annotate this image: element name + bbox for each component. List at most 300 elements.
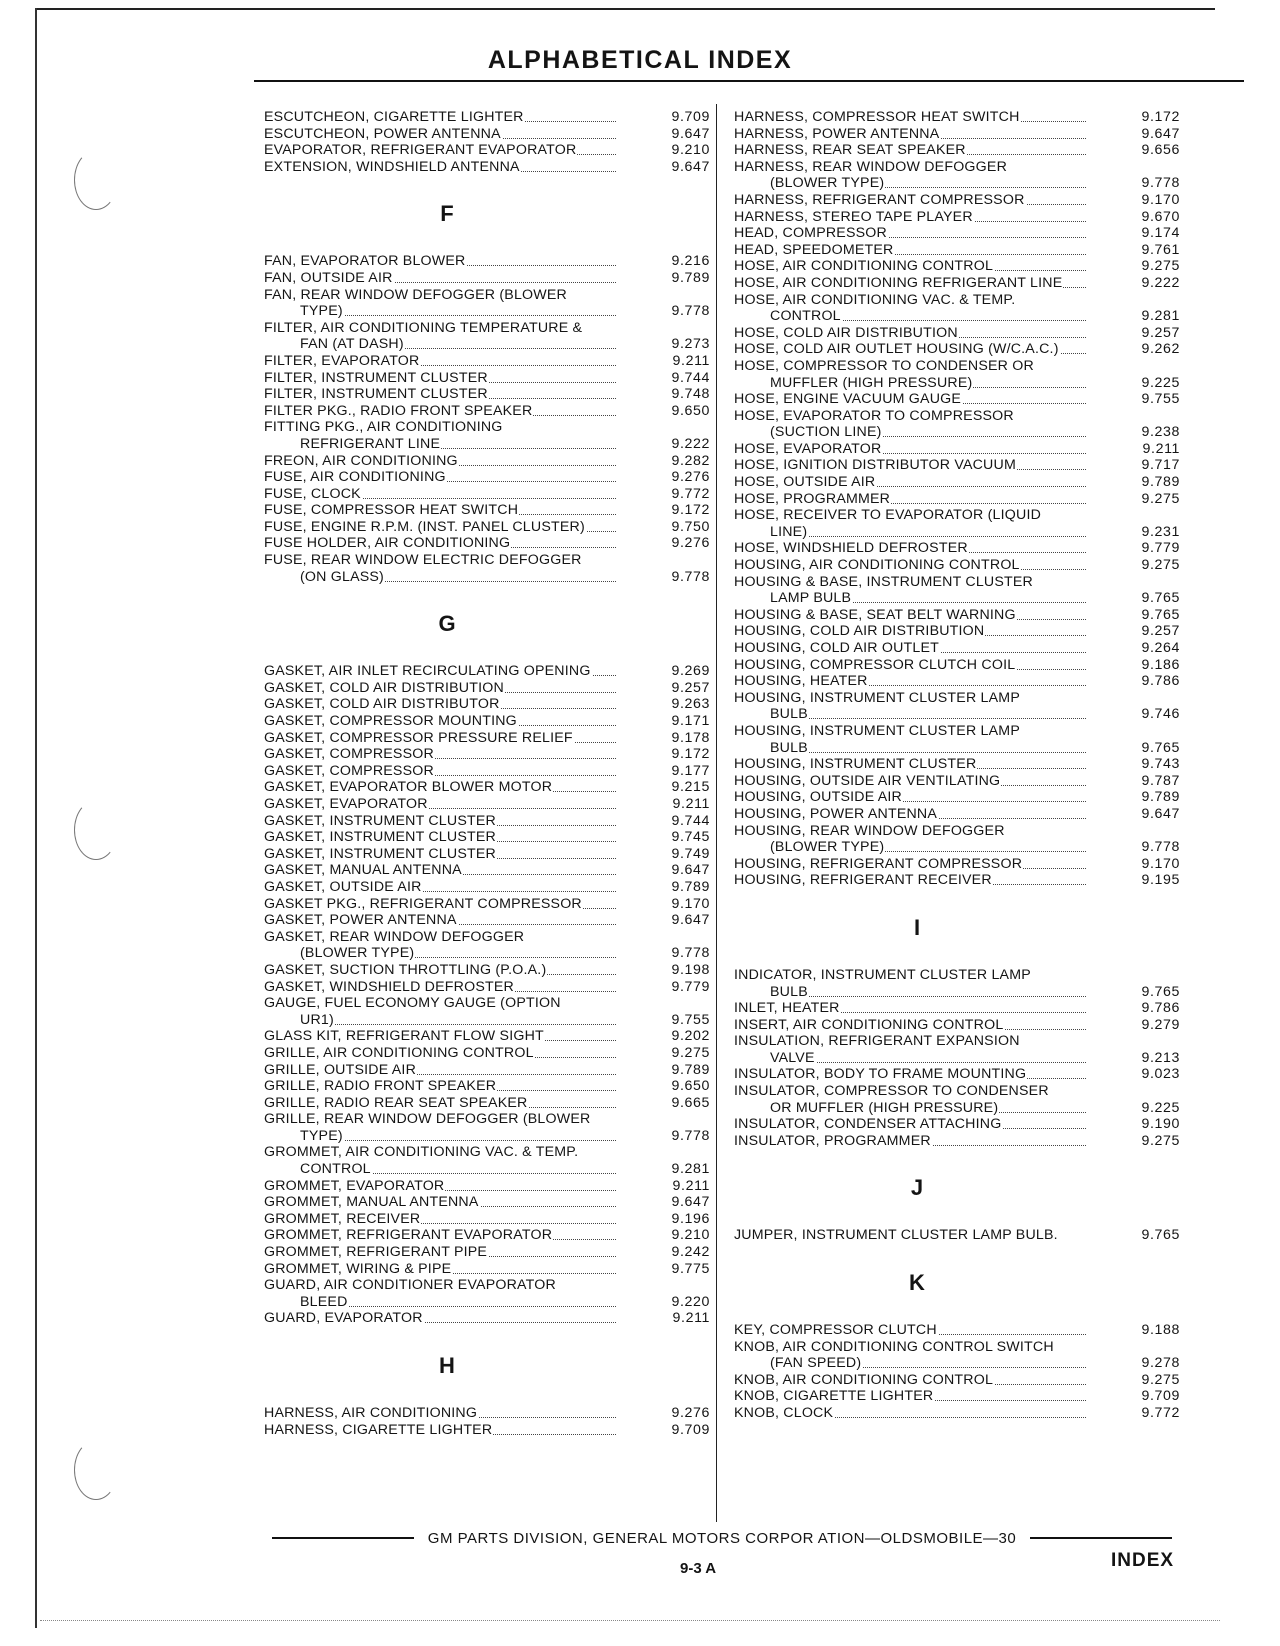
entry-page-ref: 9.171 [671, 713, 710, 730]
entry-page-ref: 9.222 [1141, 274, 1180, 291]
entry-page-ref: 9.772 [1141, 1405, 1180, 1421]
entry-text: FILTER, INSTRUMENT CLUSTER [264, 369, 488, 386]
entry-label [264, 1227, 616, 1244]
entry-page-ref: 9.647 [1141, 125, 1180, 142]
entry-page-ref: 9.177 [671, 762, 710, 779]
entry-label [734, 192, 1086, 209]
entry-page-ref: 9.211 [672, 1177, 710, 1194]
entry-label [264, 713, 616, 730]
entry-text: HOUSING, INSTRUMENT CLUSTER LAMP [734, 689, 1020, 706]
entry-text: HOSE, COLD AIR DISTRIBUTION [734, 324, 958, 341]
entry-label [264, 486, 616, 503]
entry-text: GASKET, INSTRUMENT CLUSTER [264, 812, 496, 829]
entry-page-ref: 9.225 [1141, 374, 1180, 391]
page-number: 9-3 A [680, 1560, 717, 1577]
entry-label [770, 524, 1086, 541]
entry-page-ref: 9.647 [1141, 805, 1180, 822]
index-entry-continuation [734, 740, 1180, 757]
index-entry-continuation [734, 706, 1180, 723]
entry-page-ref: 9.281 [1141, 308, 1180, 325]
entry-text: TYPE) [300, 303, 343, 320]
index-entry [264, 253, 710, 270]
entry-text: FUSE, ENGINE R.P.M. (INST. PANEL CLUSTER) [264, 518, 585, 535]
entry-text: KNOB, AIR CONDITIONING CONTROL SWITCH [734, 1338, 1054, 1355]
entry-text: GASKET, COLD AIR DISTRIBUTION [264, 679, 504, 696]
entry-label [264, 270, 616, 287]
entry-page-ref: 9.211 [672, 352, 710, 369]
entry-page-ref: 9.717 [1141, 457, 1180, 474]
entry-label [264, 1211, 616, 1228]
entry-label [770, 590, 1086, 607]
index-entry [264, 1045, 710, 1062]
entry-label [734, 623, 1086, 640]
entry-label [734, 557, 1086, 574]
entry-page-ref: 9.220 [671, 1293, 710, 1310]
entry-text: HOSE, COLD AIR OUTLET HOUSING (W/C.A.C.) [734, 341, 1059, 358]
entry-label [264, 1028, 616, 1045]
index-entry [734, 1388, 1180, 1405]
index-entry [734, 1339, 1180, 1356]
entry-label [734, 823, 1086, 840]
entry-label [264, 879, 616, 896]
entry-text: HOUSING, OUTSIDE AIR [734, 789, 902, 806]
entry-text: TYPE) [300, 1127, 343, 1144]
entry-page-ref: 9.772 [671, 485, 710, 502]
entry-page-ref: 9.765 [1141, 606, 1180, 623]
entry-text: HOUSING, INSTRUMENT CLUSTER LAMP [734, 722, 1020, 739]
entry-page-ref: 9.670 [1141, 208, 1180, 225]
entry-label [264, 502, 616, 519]
entry-text: HOUSING, REAR WINDOW DEFOGGER [734, 822, 1005, 839]
entry-label [770, 740, 1086, 757]
entry-label [264, 370, 616, 387]
index-entry [734, 856, 1180, 873]
entry-label [734, 142, 1086, 159]
entry-text: GASKET, COLD AIR DISTRIBUTOR [264, 696, 500, 713]
entry-label [734, 1116, 1086, 1133]
index-entry [734, 292, 1180, 309]
entry-label [264, 253, 616, 270]
entry-label [264, 453, 616, 470]
entry-text: HOSE, PROGRAMMER [734, 490, 891, 507]
index-entry [264, 1178, 710, 1195]
index-entry [734, 242, 1180, 259]
entry-label [264, 519, 616, 536]
title-rule [254, 80, 1244, 82]
entry-text: GRILLE, RADIO FRONT SPEAKER [264, 1078, 497, 1095]
entry-page-ref: 9.745 [671, 829, 710, 846]
entry-label [770, 1050, 1086, 1067]
index-entry [264, 1261, 710, 1278]
entry-label [264, 142, 616, 159]
entry-label [734, 806, 1086, 823]
index-entry [734, 872, 1180, 889]
entry-text: BULB [770, 739, 808, 756]
entry-label [734, 325, 1086, 342]
index-entry [734, 341, 1180, 358]
entry-text: HOSE, OUTSIDE AIR [734, 474, 876, 491]
index-entry [734, 457, 1180, 474]
entry-text: HOUSING, HEATER [734, 673, 868, 690]
entry-label [300, 436, 616, 453]
entry-text: GUARD, EVAPORATOR [264, 1310, 423, 1327]
index-entry [264, 1277, 710, 1294]
footer-rule-left [272, 1537, 414, 1539]
entry-text: GASKET, OUTSIDE AIR [264, 878, 422, 895]
entry-text: GASKET, COMPRESSOR [264, 762, 434, 779]
index-entry [734, 408, 1180, 425]
entry-text: ESCUTCHEON, CIGARETTE LIGHTER [264, 109, 524, 125]
entry-page-ref: 9.744 [671, 369, 710, 386]
entry-text: GRILLE, REAR WINDOW DEFOGGER (BLOWER [264, 1111, 591, 1128]
index-entry [264, 1194, 710, 1211]
entry-label [734, 109, 1086, 126]
index-entry [734, 657, 1180, 674]
index-entry [264, 779, 710, 796]
entry-page-ref: 9.210 [671, 142, 710, 159]
entry-page-ref: 9.778 [671, 1127, 710, 1144]
entry-text: GASKET, COMPRESSOR MOUNTING [264, 713, 517, 730]
entry-page-ref: 9.746 [1141, 706, 1180, 723]
index-entry [264, 519, 710, 536]
entry-label [264, 1244, 616, 1261]
entry-label [734, 1133, 1086, 1150]
index-entry [734, 557, 1180, 574]
entry-page-ref: 9.744 [671, 812, 710, 829]
entry-text: OR MUFFLER (HIGH PRESSURE) [770, 1099, 999, 1116]
entry-label [734, 457, 1086, 474]
entry-page-ref: 9.775 [671, 1260, 710, 1277]
entry-text: INDICATOR, INSTRUMENT CLUSTER LAMP [734, 966, 1031, 983]
index-entry [734, 723, 1180, 740]
index-entry [264, 813, 710, 830]
index-entry [734, 391, 1180, 408]
entry-label [734, 967, 1086, 984]
entry-page-ref: 9.170 [1141, 191, 1180, 208]
entry-label [300, 1012, 616, 1029]
entry-label [734, 474, 1086, 491]
entry-label [734, 126, 1086, 143]
entry-page-ref: 9.172 [671, 502, 710, 519]
entry-page-ref: 9.779 [1141, 540, 1180, 557]
entry-text: (BLOWER TYPE) [300, 945, 415, 962]
index-entry [264, 796, 710, 813]
index-entry [264, 1062, 710, 1079]
index-entry-continuation [264, 303, 710, 320]
entry-page-ref: 9.647 [671, 1194, 710, 1211]
entry-text: INSULATOR, CONDENSER ATTACHING [734, 1116, 1002, 1133]
entry-text: INLET, HEATER [734, 1000, 840, 1017]
entry-label [264, 552, 616, 569]
index-entry [264, 419, 710, 436]
entry-text: HOSE, RECEIVER TO EVAPORATOR (LIQUID [734, 507, 1042, 524]
entry-text: HARNESS, REFRIGERANT COMPRESSOR [734, 191, 1025, 208]
entry-page-ref: 9.222 [671, 435, 710, 452]
entry-label [300, 945, 616, 962]
entry-text: (FAN SPEED) [770, 1355, 862, 1372]
index-entry [734, 574, 1180, 591]
index-entry-continuation [734, 839, 1180, 856]
index-entry-continuation [264, 1128, 710, 1145]
index-entry [734, 1066, 1180, 1083]
entry-page-ref: 9.170 [1141, 855, 1180, 872]
index-entry [264, 353, 710, 370]
entry-page-ref: 9.778 [1141, 175, 1180, 192]
entry-text: GASKET, INSTRUMENT CLUSTER [264, 845, 496, 862]
index-entry [734, 623, 1180, 640]
entry-page-ref: 9.195 [1141, 872, 1180, 889]
index-entry [264, 846, 710, 863]
index-entry [264, 453, 710, 470]
entry-text: BLEED [300, 1293, 348, 1310]
entry-label [770, 175, 1086, 192]
section-letter-heading: G [438, 611, 456, 637]
entry-text: GASKET, COMPRESSOR [264, 746, 434, 763]
entry-text: INSULATOR, PROGRAMMER [734, 1132, 931, 1149]
index-entry [734, 1033, 1180, 1050]
entry-text: HOUSING, COMPRESSOR CLUTCH COIL [734, 656, 1016, 673]
entry-text: FILTER, INSTRUMENT CLUSTER [264, 386, 488, 403]
entry-text: GROMMET, WIRING & PIPE [264, 1260, 452, 1277]
entry-label [264, 962, 616, 979]
index-entry-continuation [734, 424, 1180, 441]
entry-text: FUSE, COMPRESSOR HEAT SWITCH [264, 502, 519, 519]
entry-page-ref: 9.213 [1141, 1049, 1180, 1066]
entry-text: HARNESS, AIR CONDITIONING [264, 1405, 478, 1421]
entry-page-ref: 9.786 [1141, 1000, 1180, 1017]
entry-label [734, 159, 1086, 176]
entry-text: KNOB, AIR CONDITIONING CONTROL [734, 1371, 994, 1388]
entry-label [264, 1095, 616, 1112]
entry-text: GASKET, COMPRESSOR PRESSURE RELIEF [264, 729, 573, 746]
index-entry-continuation [734, 1100, 1180, 1117]
index-column-right [734, 109, 1180, 1422]
entry-label [734, 1033, 1086, 1050]
entry-page-ref: 9.174 [1141, 225, 1180, 242]
entry-page-ref: 9.216 [671, 253, 710, 270]
index-entry [264, 1405, 710, 1422]
index-entry [264, 502, 710, 519]
index-entry [264, 763, 710, 780]
entry-label [734, 690, 1086, 707]
entry-label [264, 829, 616, 846]
entry-page-ref: 9.278 [1141, 1355, 1180, 1372]
entry-page-ref: 9.647 [671, 158, 710, 175]
entry-text: LAMP BULB [770, 590, 852, 607]
index-entry-continuation [264, 1161, 710, 1178]
index-entry [734, 1116, 1180, 1133]
entry-label [734, 673, 1086, 690]
entry-page-ref: 9.172 [671, 746, 710, 763]
entry-text: ESCUTCHEON, POWER ANTENNA [264, 125, 501, 142]
entry-page-ref: 9.238 [1141, 424, 1180, 441]
index-entry [734, 823, 1180, 840]
entry-page-ref: 9.789 [671, 269, 710, 286]
entry-text: FILTER, AIR CONDITIONING TEMPERATURE & [264, 319, 583, 336]
entry-page-ref: 9.765 [1141, 590, 1180, 607]
index-entry [264, 1310, 710, 1327]
index-entry [264, 486, 710, 503]
entry-label [734, 491, 1086, 508]
entry-label [734, 275, 1086, 292]
entry-page-ref: 9.743 [1141, 756, 1180, 773]
entry-text: INSERT, AIR CONDITIONING CONTROL [734, 1016, 1004, 1033]
entry-text: CONTROL [300, 1161, 371, 1178]
index-entry [264, 1422, 710, 1439]
entry-page-ref: 9.765 [1141, 1227, 1180, 1244]
entry-label [264, 403, 616, 420]
entry-label [264, 796, 616, 813]
entry-label [770, 984, 1086, 1001]
entry-text: HOUSING & BASE, INSTRUMENT CLUSTER [734, 573, 1034, 590]
entry-label [264, 730, 616, 747]
entry-page-ref: 9.275 [1141, 258, 1180, 275]
entry-label [734, 358, 1086, 375]
index-entry [264, 109, 710, 126]
entry-label [734, 292, 1086, 309]
entry-label [734, 391, 1086, 408]
entry-text: GROMMET, RECEIVER [264, 1210, 421, 1227]
entry-text: EVAPORATOR, REFRIGERANT EVAPORATOR [264, 142, 577, 159]
entry-text: GASKET PKG., REFRIGERANT COMPRESSOR [264, 895, 582, 912]
entry-page-ref: 9.709 [671, 109, 710, 125]
entry-text: HARNESS, STEREO TAPE PLAYER [734, 208, 973, 225]
entry-page-ref: 9.198 [671, 961, 710, 978]
entry-page-ref: 9.276 [671, 1405, 710, 1421]
entry-text: GASKET, WINDSHIELD DEFROSTER [264, 978, 514, 995]
index-entry [264, 1111, 710, 1128]
entry-text: FILTER PKG., RADIO FRONT SPEAKER [264, 402, 533, 419]
index-entry-continuation [734, 375, 1180, 392]
entry-page-ref: 9.269 [671, 663, 710, 680]
entry-label [264, 979, 616, 996]
entry-text: FUSE, REAR WINDOW ELECTRIC DEFOGGER [264, 552, 582, 569]
entry-text: HOUSING, COLD AIR OUTLET [734, 640, 940, 656]
entry-page-ref: 9.789 [1141, 474, 1180, 491]
entry-text: GASKET, AIR INLET RECIRCULATING OPENING [264, 663, 591, 680]
index-entry [734, 540, 1180, 557]
entry-label [734, 1083, 1086, 1100]
entry-page-ref: 9.196 [671, 1210, 710, 1227]
index-entry [734, 773, 1180, 790]
index-entry [734, 967, 1180, 984]
entry-label [264, 680, 616, 697]
index-entry-continuation [734, 590, 1180, 607]
entry-page-ref: 9.789 [1141, 789, 1180, 806]
index-entry [264, 403, 710, 420]
entry-text: HARNESS, CIGARETTE LIGHTER [264, 1421, 493, 1438]
entry-text: GASKET, EVAPORATOR BLOWER MOTOR [264, 779, 553, 796]
section-label: INDEX [1111, 1550, 1175, 1571]
index-entry [734, 258, 1180, 275]
index-entry [734, 1133, 1180, 1150]
entry-text: HOSE, EVAPORATOR [734, 440, 882, 457]
entry-text: FILTER, EVAPORATOR [264, 352, 420, 369]
entry-page-ref: 9.211 [1142, 440, 1180, 457]
entry-label [734, 1322, 1086, 1339]
index-entry-continuation [264, 945, 710, 962]
index-entry [264, 1078, 710, 1095]
entry-page-ref: 9.211 [672, 796, 710, 812]
index-entry-continuation [734, 308, 1180, 325]
entry-page-ref: 9.231 [1141, 523, 1180, 540]
index-entry [734, 126, 1180, 143]
entry-text: GLASS KIT, REFRIGERANT FLOW SIGHT [264, 1028, 544, 1045]
entry-text: GASKET, MANUAL ANTENNA [264, 862, 462, 879]
entry-text: GROMMET, MANUAL ANTENNA [264, 1194, 479, 1211]
index-entry-continuation [734, 1355, 1180, 1372]
entry-label [734, 856, 1086, 873]
entry-label [734, 723, 1086, 740]
entry-page-ref: 9.282 [671, 452, 710, 469]
entry-label [264, 535, 616, 552]
section-letter-heading: F [440, 201, 454, 227]
punch-hole-mark [74, 800, 118, 860]
entry-text: HOSE, AIR CONDITIONING CONTROL [734, 258, 994, 275]
entry-text: INSULATION, REFRIGERANT EXPANSION [734, 1033, 1020, 1050]
entry-label [734, 225, 1086, 242]
entry-label [770, 308, 1086, 325]
entry-label [300, 1161, 616, 1178]
index-entry [734, 225, 1180, 242]
entry-label [264, 419, 616, 436]
entry-label [770, 839, 1086, 856]
index-entry [734, 1227, 1180, 1244]
entry-text: EXTENSION, WINDSHIELD ANTENNA [264, 158, 520, 175]
entry-text: HARNESS, COMPRESSOR HEAT SWITCH [734, 109, 1020, 125]
index-entry [264, 370, 710, 387]
entry-label [300, 1294, 616, 1311]
entry-page-ref: 9.779 [671, 978, 710, 995]
entry-text: GASKET, POWER ANTENNA [264, 912, 457, 929]
section-letter-heading: J [910, 1175, 924, 1201]
entry-label [770, 1100, 1086, 1117]
entry-page-ref: 9.275 [671, 1044, 710, 1061]
entry-text: HOUSING, POWER ANTENNA [734, 805, 938, 822]
entry-text: GRILLE, AIR CONDITIONING CONTROL [264, 1044, 534, 1061]
index-entry [264, 1095, 710, 1112]
entry-page-ref: 9.186 [1141, 656, 1180, 673]
index-entry [734, 789, 1180, 806]
entry-text: GAUGE, FUEL ECONOMY GAUGE (OPTION [264, 995, 561, 1012]
entry-page-ref: 9.647 [671, 862, 710, 879]
entry-label [264, 386, 616, 403]
entry-text: VALVE [770, 1049, 815, 1066]
index-entry [264, 680, 710, 697]
entry-label [734, 789, 1086, 806]
index-entry [264, 469, 710, 486]
entry-page-ref: 9.647 [671, 125, 710, 142]
entry-page-ref: 9.210 [671, 1227, 710, 1244]
entry-page-ref: 9.755 [671, 1011, 710, 1028]
entry-page-ref: 9.665 [671, 1094, 710, 1111]
index-entry-continuation [734, 175, 1180, 192]
entry-text: KEY, COMPRESSOR CLUTCH [734, 1322, 937, 1339]
index-entry-continuation [264, 336, 710, 353]
entry-text: INSULATOR, BODY TO FRAME MOUNTING [734, 1066, 1027, 1083]
entry-page-ref: 9.202 [671, 1028, 710, 1045]
entry-label [300, 1128, 616, 1145]
entry-text: HOSE, COMPRESSOR TO CONDENSER OR [734, 357, 1034, 374]
entry-text: GASKET, INSTRUMENT CLUSTER [264, 829, 496, 846]
entry-page-ref: 9.262 [1141, 341, 1180, 358]
index-entry [734, 1322, 1180, 1339]
index-entry [264, 730, 710, 747]
index-entry [734, 1372, 1180, 1389]
entry-label [734, 209, 1086, 226]
entry-page-ref: 9.787 [1141, 772, 1180, 789]
entry-page-ref: 9.172 [1141, 109, 1180, 125]
